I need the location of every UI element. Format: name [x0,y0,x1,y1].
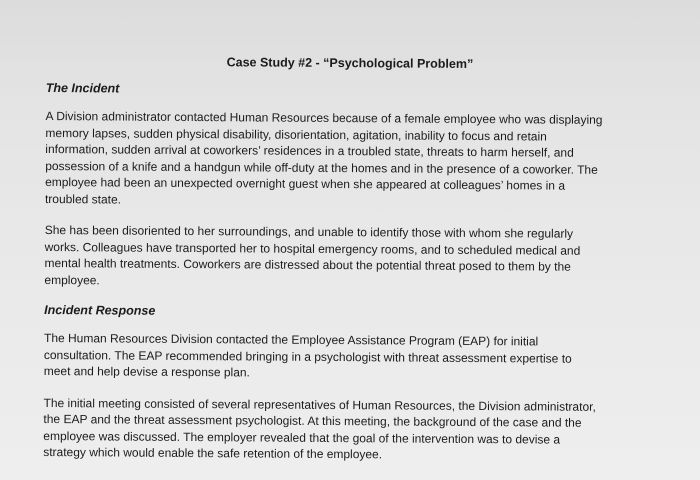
text-line: employee had been an unexpected overnight guest when she appeared at colleagues’ homes in a [45,174,566,193]
text-line: mental health treatments. Coworkers are distressed about the potential threat posed to them by the [44,255,571,274]
incident-paragraph-1 [45,108,636,211]
text-line: employee was discussed. The employer revealed that the goal of the intervention was to devise a [43,428,561,447]
text-line: strategy which would enable the safe retention of the employee. [43,444,383,462]
response-paragraph-2 [43,394,633,464]
response-heading: Incident Response [44,302,156,318]
text-line: She has been disoriented to her surroundings, and unable to identify those with whom she regularly [44,222,574,241]
text-line: The Human Resources Division contacted the Employee Assistance Program (EAP) for initial [43,330,539,349]
text-line: consultation. The EAP recommended bringing in a psychologist with threat assessment expertise to [43,347,572,366]
document-title: Case Study #2 - “Psychological Problem” [226,55,474,71]
text-line: A Division administrator contacted Human Resources because of a female employee who was displaying [45,108,603,127]
text-line: works. Colleagues have transported her to hospital emergency rooms, and to scheduled medical and [44,239,581,258]
text-line: the EAP and the threat assessment psychologist. At this meeting, the background of the case and the [43,411,582,430]
text-line: troubled state. [44,191,122,207]
text-line: memory lapses, sudden physical disability, disorientation, agitation, inability to focus and retain [45,125,547,143]
text-line: The initial meeting consisted of several representatives of Human Resources, the Division administrator, [43,395,596,414]
incident-paragraph-2 [44,222,634,292]
incident-heading: The Incident [45,80,120,96]
text-line: possession of a knife and a handgun while off-duty at the homes and in the presence of a coworker. The [45,158,598,177]
response-paragraph-1 [44,330,634,384]
text-line: employee. [44,272,100,287]
text-line: meet and help devise a response plan. [43,363,250,380]
text-line: information, sudden arrival at coworkers’ residences in a troubled state, threats to harm herself, and [45,141,574,160]
document-body [43,54,646,465]
